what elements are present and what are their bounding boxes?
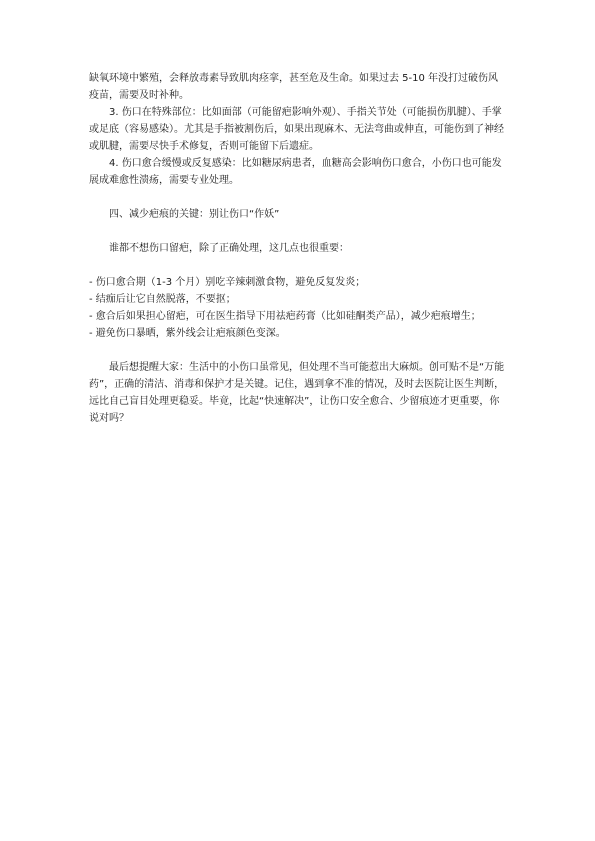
section-heading-reduce-scars: 四、减少疤痕的关键：别让伤口“作妖”	[109, 209, 280, 220]
paragraph-scar-intro: 谁都不想伤口留疤，除了正确处理，这几点也很重要：	[109, 243, 349, 254]
list-item-scar-ointment: - 愈合后如果担心留疤，可在医生指导下用祛疤药膏（比如硅酮类产品），减少疤痕增生；	[89, 311, 481, 322]
paragraph-closing-reminder: 最后想提醒大家：生活中的小伤口虽常见，但处理不当可能惹出大麻烦。创可贴不是“万能药”，正确的清洁、消毒和保护才是关键。记住，遇到拿不准的情况，及时去医院让医生判断，远比自己盲目处理更稳妥。毕竟，比起“快速解决”，让伤口安全愈合、少留痕迹才更重要，你说对吗？	[89, 362, 505, 424]
list-item-avoid-spicy-food: - 伤口愈合期（1-3 个月）别吃辛辣刺激食物，避免反复发炎；	[89, 277, 366, 288]
document-body	[89, 70, 507, 427]
paragraph-tetanus-continued: 缺氧环境中繁殖，会释放毒素导致肌肉痉挛，甚至危及生命。如果过去 5-10 年没打过破伤风疫苗，需要及时补种。	[89, 73, 499, 101]
list-item-avoid-sun: - 避免伤口暴晒，紫外线会让疤痕颜色变深。	[89, 328, 286, 339]
list-item-let-scab-fall: - 结痂后让它自然脱落，不要抠；	[89, 294, 236, 305]
paragraph-special-location: 3. 伤口在特殊部位：比如面部（可能留疤影响外观）、手指关节处（可能损伤肌腱）、手掌或足底（容易感染）。尤其是手指被割伤后，如果出现麻木、无法弯曲或伸直，可能伤到了神经或肌腱，需要尽快手术修复，否则可能留下后遗症。	[89, 107, 504, 152]
paragraph-slow-healing: 4. 伤口愈合缓慢或反复感染：比如糖尿病患者，血糖高会影响伤口愈合，小伤口也可能发展成难愈性溃疡，需要专业处理。	[89, 158, 502, 186]
